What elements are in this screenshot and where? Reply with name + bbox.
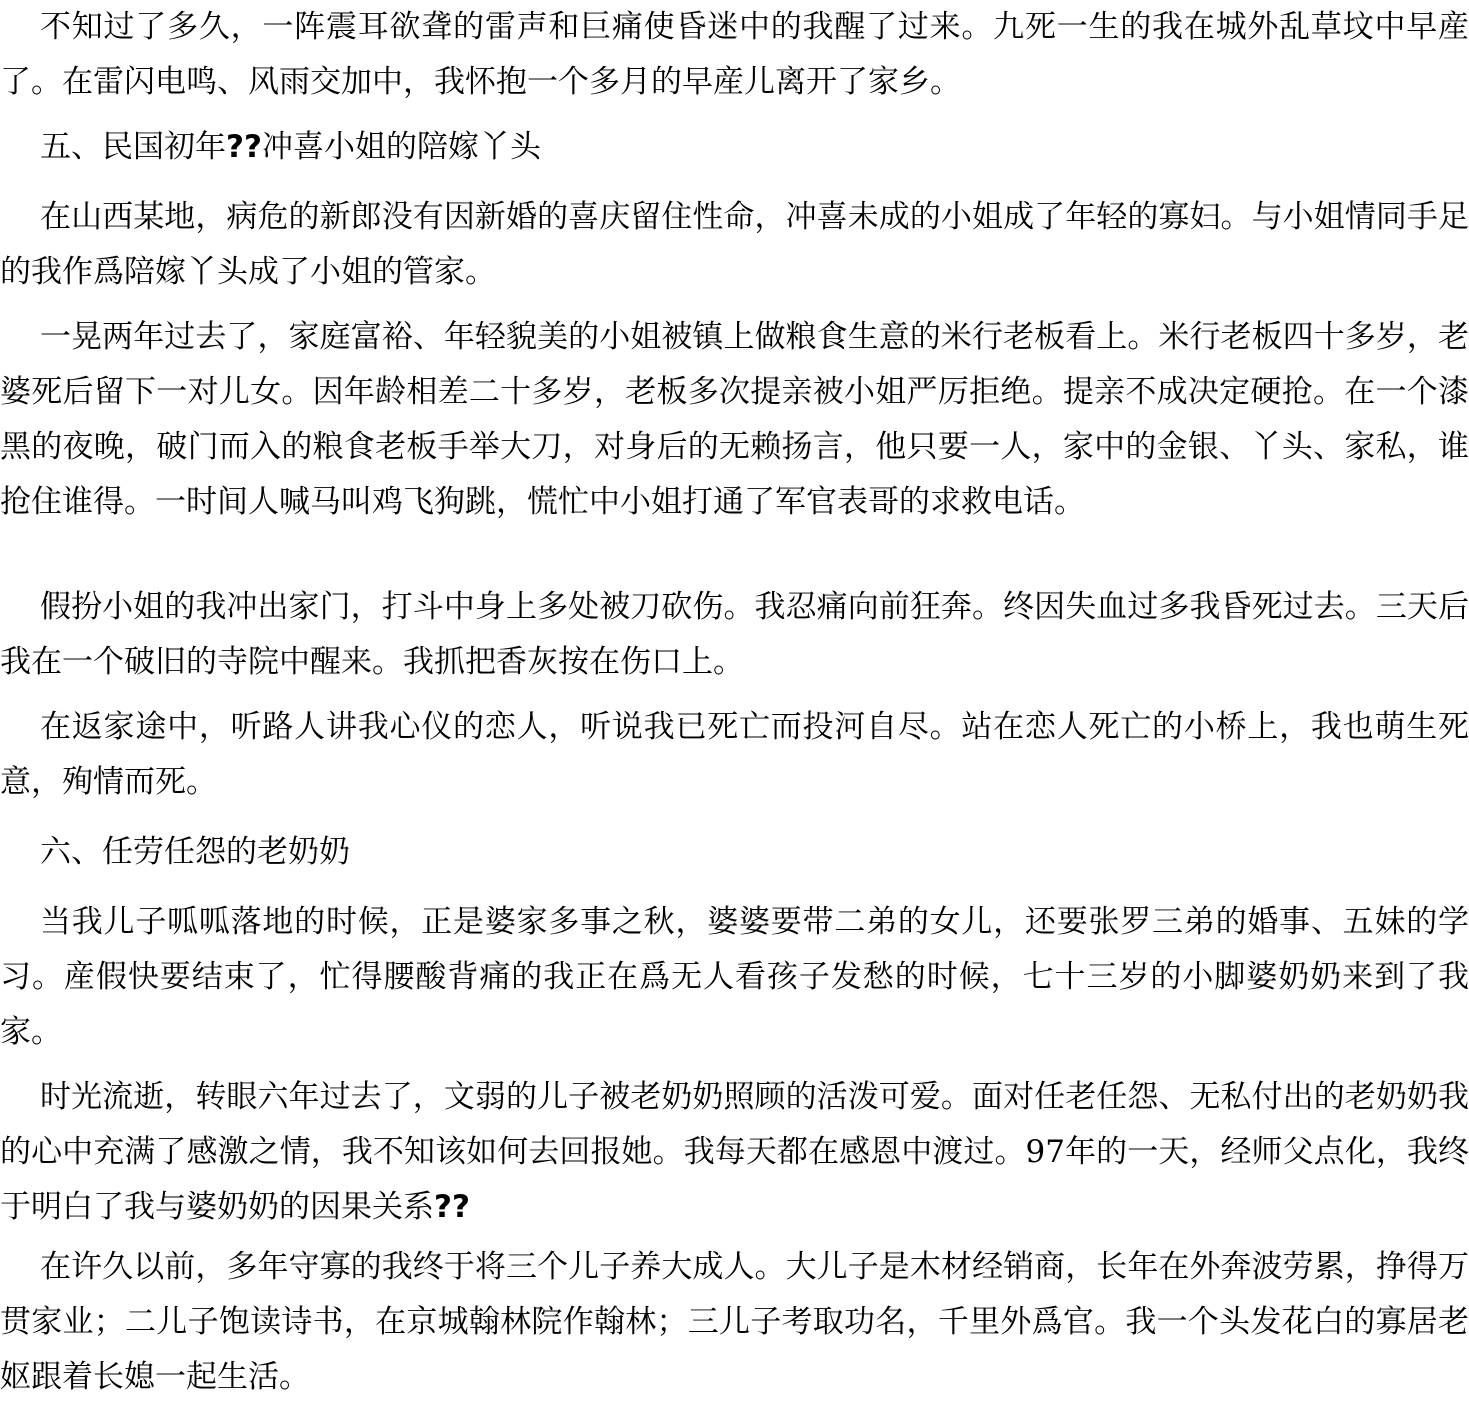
heading-text: 六、任劳任怨的老奶奶 bbox=[40, 834, 350, 870]
unrendered-glyph-marks: ?? bbox=[226, 129, 262, 165]
section-heading-6 bbox=[0, 825, 1469, 880]
paragraph-2: 在山西某地，病危的新郎没有因新婚的喜庆留住性命，冲喜未成的小姐成了年轻的寡妇。与小姐情同手足的我作爲陪嫁丫头成了小姐的管家。 bbox=[0, 199, 1469, 290]
unrendered-glyph-marks: ?? bbox=[434, 1189, 470, 1225]
paragraph-3: 一晃两年过去了，家庭富裕、年轻貌美的小姐被镇上做粮食生意的米行老板看上。米行老板四十多岁，老婆死后留下一对儿女。因年龄相差二十多岁，老板多次提亲被小姐严厉拒绝。提亲不成决定硬抢。在一个漆黑的夜晚，破门而入的粮食老板手举大刀，对身后的无赖扬言，他只要一人，家中的金银、丫头、家私，谁抢住谁得。一时间人喊马叫鸡飞狗跳，慌忙中小姐打通了军官表哥的求救电话。 bbox=[0, 319, 1469, 520]
paragraph-7 bbox=[0, 1070, 1469, 1235]
paragraph-6: 当我儿子呱呱落地的时候，正是婆家多事之秋，婆婆要带二弟的女儿，还要张罗三弟的婚事、五妹的学习。産假快要结束了，忙得腰酸背痛的我正在爲无人看孩子发愁的时候，七十三岁的小脚婆奶奶来到了我家。 bbox=[0, 904, 1469, 1050]
section-heading-5 bbox=[0, 120, 1469, 175]
paragraph-7-text: 时光流逝，转眼六年过去了，文弱的儿子被老奶奶照顾的活泼可爱。面对任老任怨、无私付出的老奶奶我的心中充满了感激之情，我不知该如何去回报她。我每天都在感恩中渡过。97年的一天，经师父点化，我终于明白了我与婆奶奶的因果关系 bbox=[0, 1079, 1469, 1225]
paragraph-8: 在许久以前，多年守寡的我终于将三个儿子养大成人。大儿子是木材经销商，长年在外奔波劳累，挣得万贯家业；二儿子饱读诗书，在京城翰林院作翰林；三儿子考取功名，千里外爲官。我一个头发花白的寡居老妪跟着长媳一起生活。 bbox=[0, 1249, 1469, 1395]
heading-text-rest: 冲喜小姐的陪嫁丫头 bbox=[261, 129, 541, 165]
heading-text: 五、民国初年 bbox=[40, 129, 226, 165]
paragraph-1: 不知过了多久，一阵震耳欲聋的雷声和巨痛使昏迷中的我醒了过来。九死一生的我在城外乱草坟中早産了。在雷闪电鸣、风雨交加中，我怀抱一个多月的早産儿离开了家乡。 bbox=[0, 9, 1469, 100]
paragraph-4: 假扮小姐的我冲出家门，打斗中身上多处被刀砍伤。我忍痛向前狂奔。终因失血过多我昏死过去。三天后我在一个破旧的寺院中醒来。我抓把香灰按在伤口上。 bbox=[0, 589, 1469, 680]
paragraph-5: 在返家途中，听路人讲我心仪的恋人，听说我已死亡而投河自尽。站在恋人死亡的小桥上，我也萌生死意，殉情而死。 bbox=[0, 709, 1469, 800]
